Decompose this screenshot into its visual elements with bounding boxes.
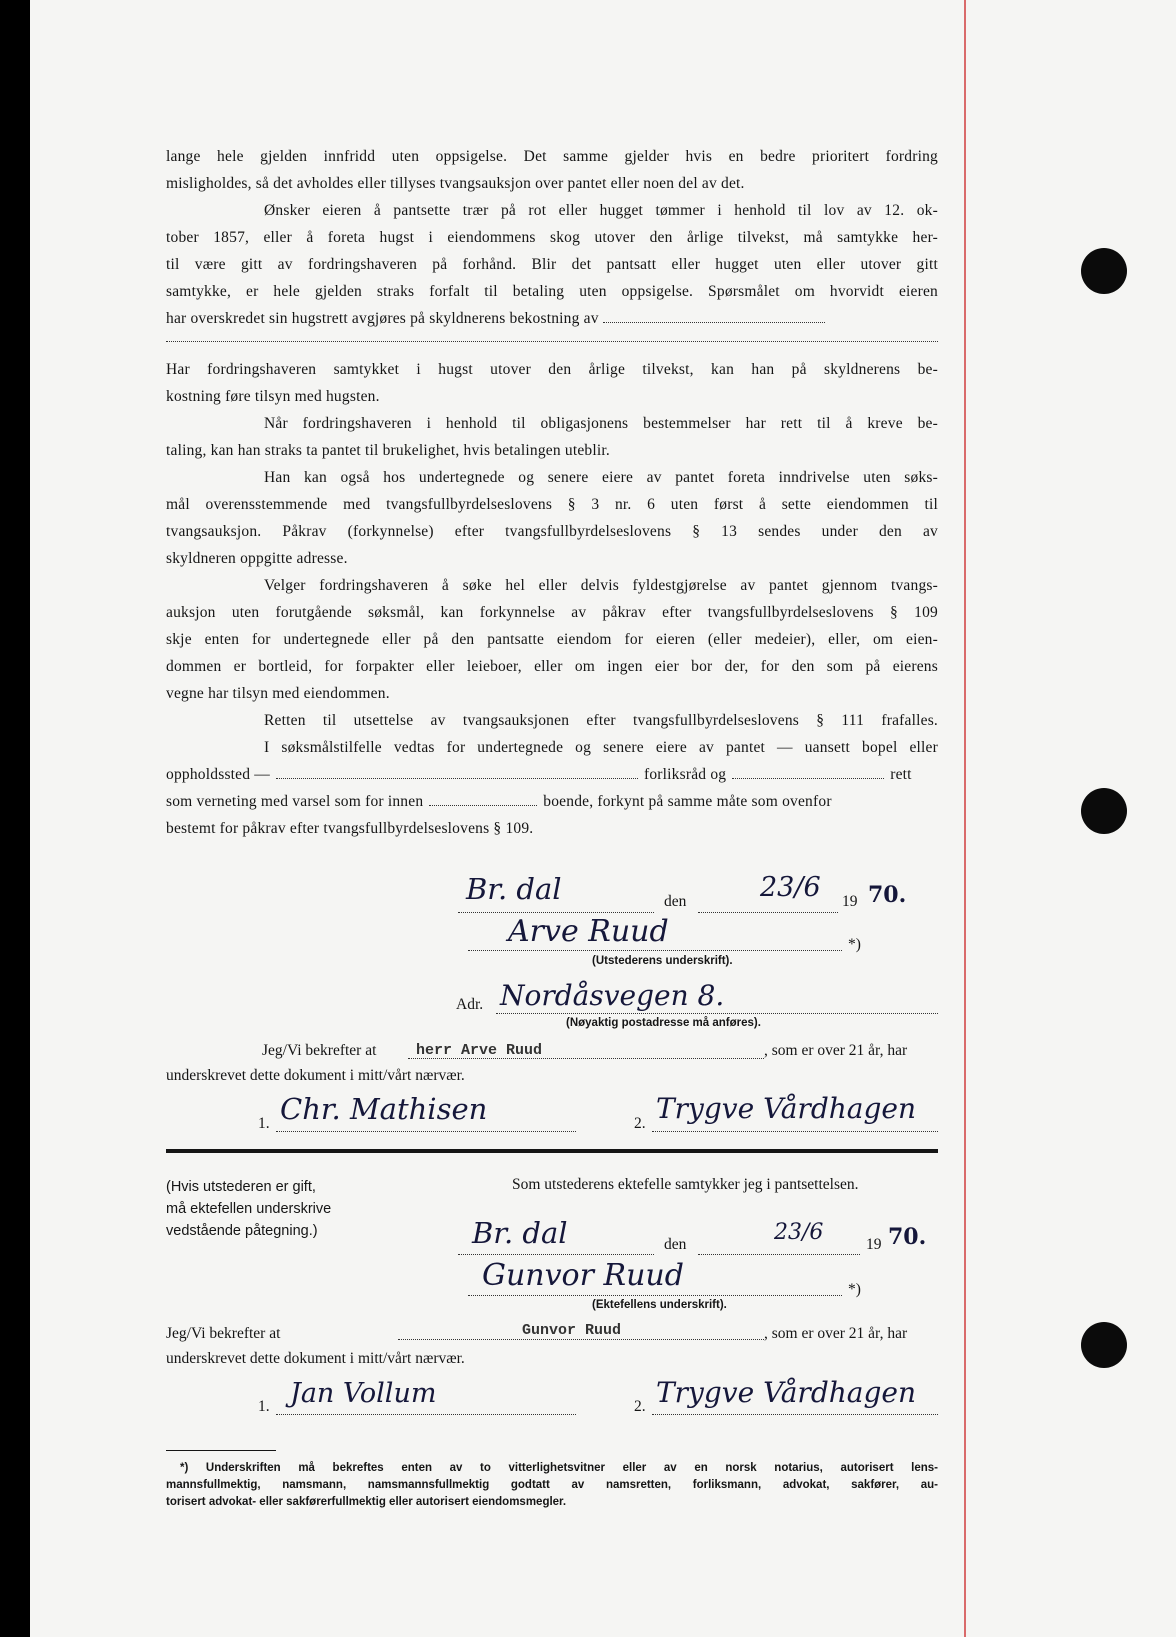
paragraph-5: Han kan også hos undertegnede og senere eiere av pantet foreta inndrivelse uten søks- mål overensstemmende med tvangsfullbyrdelseslovens § 3 nr. 6 uten først å sette eiendommen til tvangsauksjon. Påkrav (forkynnelse) efter tvangsfullbyrdelseslovens § 13 sendes under den av skyldneren oppgitte adresse.: [166, 469, 938, 567]
spouse-date-handwritten: 23/6: [774, 1220, 824, 1245]
date-handwritten: 23/6: [760, 872, 821, 903]
den-label: den: [664, 893, 687, 910]
section-divider: [166, 1149, 938, 1153]
spouse-confirm-line: [398, 1339, 764, 1340]
witness-1-signature: Chr. Mathisen: [280, 1092, 488, 1126]
spouse-confirm-presence: underskrevet dette dokument i mitt/vårt nærvær.: [166, 1350, 465, 1367]
spouse-witness-1-line: [276, 1414, 576, 1415]
footnote-star: *): [848, 936, 861, 953]
punch-hole-icon: [1081, 1322, 1127, 1368]
spouse-signature: Gunvor Ruud: [482, 1258, 684, 1293]
spouse-signature-line: [468, 1295, 842, 1296]
witness-1-line: [276, 1131, 576, 1132]
address-handwritten: Nordåsvegen 8.: [500, 979, 725, 1012]
signature-caption: (Utstederens underskrift).: [592, 955, 733, 967]
spouse-consent: Som utstederens ektefelle samtykker jeg i pantsettelsen.: [512, 1176, 859, 1193]
confirm-presence: underskrevet dette dokument i mitt/vårt nærvær.: [166, 1067, 465, 1084]
paragraph-1: lange hele gjelden innfridd uten oppsigelse. Det samme gjelder hvis en bedre prioritert fordring misligholdes, så det avholdes eller tillyses tvangsauksjon over pantet eller noen del av det.: [166, 148, 938, 192]
confirm-age: , som er over 21 år, har: [764, 1042, 908, 1059]
witness-2-signature: Trygve Vårdhagen: [656, 1092, 916, 1125]
year-prefix: 19: [842, 893, 858, 910]
place-handwritten: Br. dal: [466, 872, 562, 906]
year-handwritten: 70.: [868, 882, 907, 908]
address-caption: (Nøyaktig postadresse må anføres).: [566, 1017, 761, 1029]
date-line: [698, 912, 838, 913]
spouse-year-handwritten: 70.: [888, 1224, 927, 1250]
paragraph-6: Velger fordringshaveren å søke hel eller delvis fyldestgjørelse av pantet gjennom tvangs- auksjon uten forutgående søksmål, kan forkynnelse av påkrav efter tvangsfullbyrdelseslovens § 109 skje enten for undertegnede eller på den pantsatte eiendom for eieren (eller medeier), eller, om eien- dommen er bortleid, for forpakter eller leieboer, eller om ingen eier bor der, for den som på eierens vegne har tilsyn med eiendommen.: [166, 577, 938, 702]
witness-1-number: 1.: [258, 1115, 270, 1132]
spouse-note: (Hvis utstederen er gift, må ektefellen underskrive vedstående påtegning.): [166, 1179, 332, 1239]
footnote-rule: [166, 1450, 276, 1451]
place-line: [458, 912, 654, 913]
footnote: *) Underskriften må bekreftes enten av to vitterlighetsvitner eller av en norsk notarius, autorisert lens- mannsfullmektig, namsmann, namsmannsfullmektig godtatt av namsretten, forliksmann, advokat, sakfører, au- torisert advokat- eller sakførerfullmektig eller autorisert eiendomsmegler.: [166, 1462, 938, 1508]
issuer-signature: Arve Ruud: [508, 914, 669, 949]
paragraph-8: I søksmålstilfelle vedtas for undertegnede og senere eiere av pantet — uansett bopel eller oppholdssted — forliksråd og rett som verneting med varsel som for innen boende, forkynt på samme måte som ovenfor bestemt for påkrav efter tvangsfullbyrdelseslovens § 109.: [166, 739, 938, 837]
spouse-place-line: [458, 1254, 654, 1255]
blank-line: [166, 341, 938, 342]
witness-2-number: 2.: [634, 1115, 646, 1132]
margin-line: [964, 0, 966, 1637]
paragraph-4: Når fordringshaveren i henhold til obligasjonens bestemmelser har rett til å kreve be- taling, kan han straks ta pantet til brukelighet, hvis betalingen uteblir.: [166, 415, 938, 459]
spouse-witness-1-signature: Jan Vollum: [290, 1378, 437, 1409]
punch-hole-icon: [1081, 248, 1127, 294]
confirm-text: Jeg/Vi bekrefter at: [262, 1042, 377, 1059]
confirm-line: [408, 1058, 764, 1059]
paragraph-7: Retten til utsettelse av tvangsauksjonen efter tvangsfullbyrdelseslovens § 111 frafalles.: [264, 712, 938, 729]
spouse-place-handwritten: Br. dal: [472, 1216, 568, 1250]
signature-line: [468, 950, 842, 951]
punch-hole-icon: [1081, 788, 1127, 834]
paragraph-3: Har fordringshaveren samtykket i hugst utover den årlige tilvekst, kan han på skyldnerens be- kostning føre tilsyn med hugsten.: [166, 361, 938, 405]
spouse-footnote-star: *): [848, 1281, 861, 1298]
confirm-name-typed: herr Arve Ruud: [416, 1042, 543, 1059]
spouse-year-prefix: 19: [866, 1236, 882, 1253]
witness-2-line: [652, 1131, 938, 1132]
spouse-signature-caption: (Ektefellens underskrift).: [592, 1299, 727, 1311]
spouse-date-line: [698, 1254, 860, 1255]
spouse-den-label: den: [664, 1236, 687, 1253]
spouse-witness-2-signature: Trygve Vårdhagen: [656, 1376, 916, 1409]
spouse-witness-2-number: 2.: [634, 1398, 646, 1415]
spouse-confirm-text: Jeg/Vi bekrefter at: [166, 1325, 281, 1342]
spouse-confirm-age: , som er over 21 år, har: [764, 1325, 908, 1342]
address-label: Adr.: [456, 996, 484, 1013]
spouse-witness-2-line: [652, 1414, 938, 1415]
spouse-witness-1-number: 1.: [258, 1398, 270, 1415]
address-line: [496, 1013, 938, 1014]
paragraph-2: Ønsker eieren å pantsette trær på rot eller hugget tømmer i henhold til lov av 12. ok- tober 1857, eller å foreta hugst i eiendommens skog utover den årlige tilvekst, må samtykke her- til være gitt av fordringshaveren på forhånd. Blir det pantsatt eller hugget uten eller utover gitt samtykke, er hele gjelden straks forfalt til betaling uten oppsigelse. Spørsmålet om hvorvidt eieren har overskredet sin hugstrett avgjøres på skyldnerens bekostning av: [166, 202, 938, 327]
spouse-confirm-name-typed: Gunvor Ruud: [522, 1322, 622, 1339]
